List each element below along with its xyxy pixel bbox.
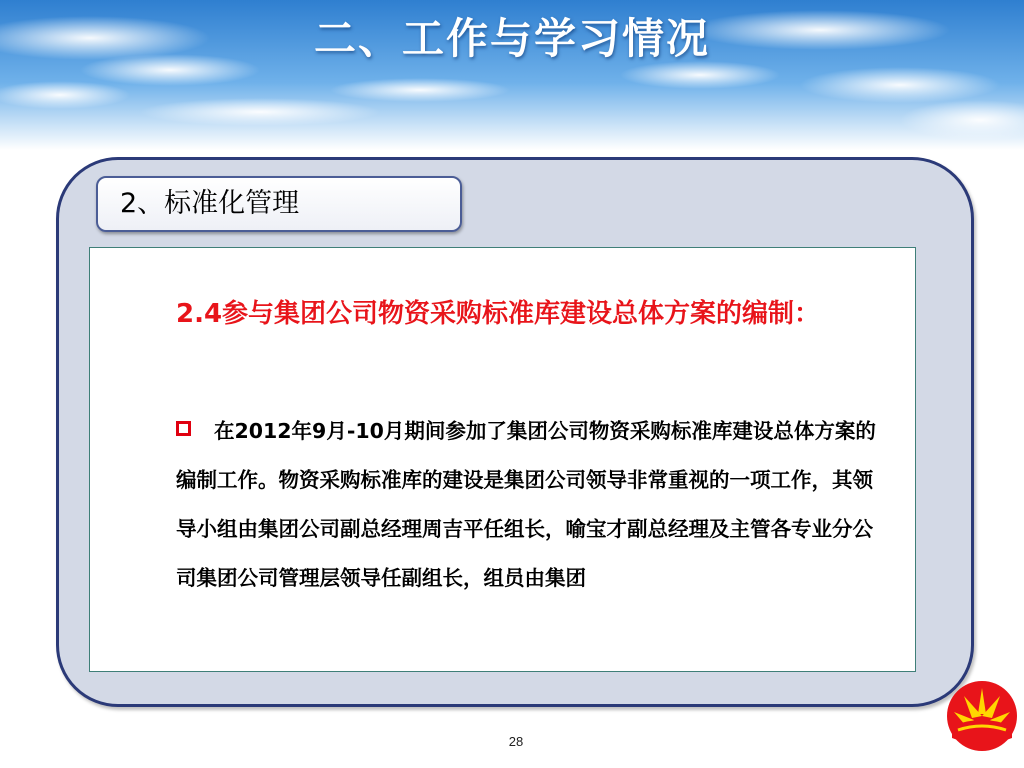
bullet-text: 在2012年9月-10月期间参加了集团公司物资采购标准库建设总体方案的编制工作。物资采购标准库的建设是集团公司领导非常重视的一项工作，其领导小组由集团公司副总经理周吉平任组长，喻宝才副总经理及主管各专业分公司集团公司管理层领导任副组长，组员由集团 bbox=[176, 419, 876, 590]
section-tab-label: 2、标准化管理 bbox=[120, 188, 300, 219]
section-heading: 2.4参与集团公司物资采购标准库建设总体方案的编制： bbox=[176, 299, 821, 329]
bullet-item bbox=[176, 407, 888, 603]
page-number: 28 bbox=[508, 734, 524, 749]
hollow-square-bullet-icon bbox=[176, 421, 191, 436]
petrochina-logo-icon bbox=[944, 678, 1020, 754]
slide-title: 二、工作与学习情况 bbox=[313, 14, 710, 63]
